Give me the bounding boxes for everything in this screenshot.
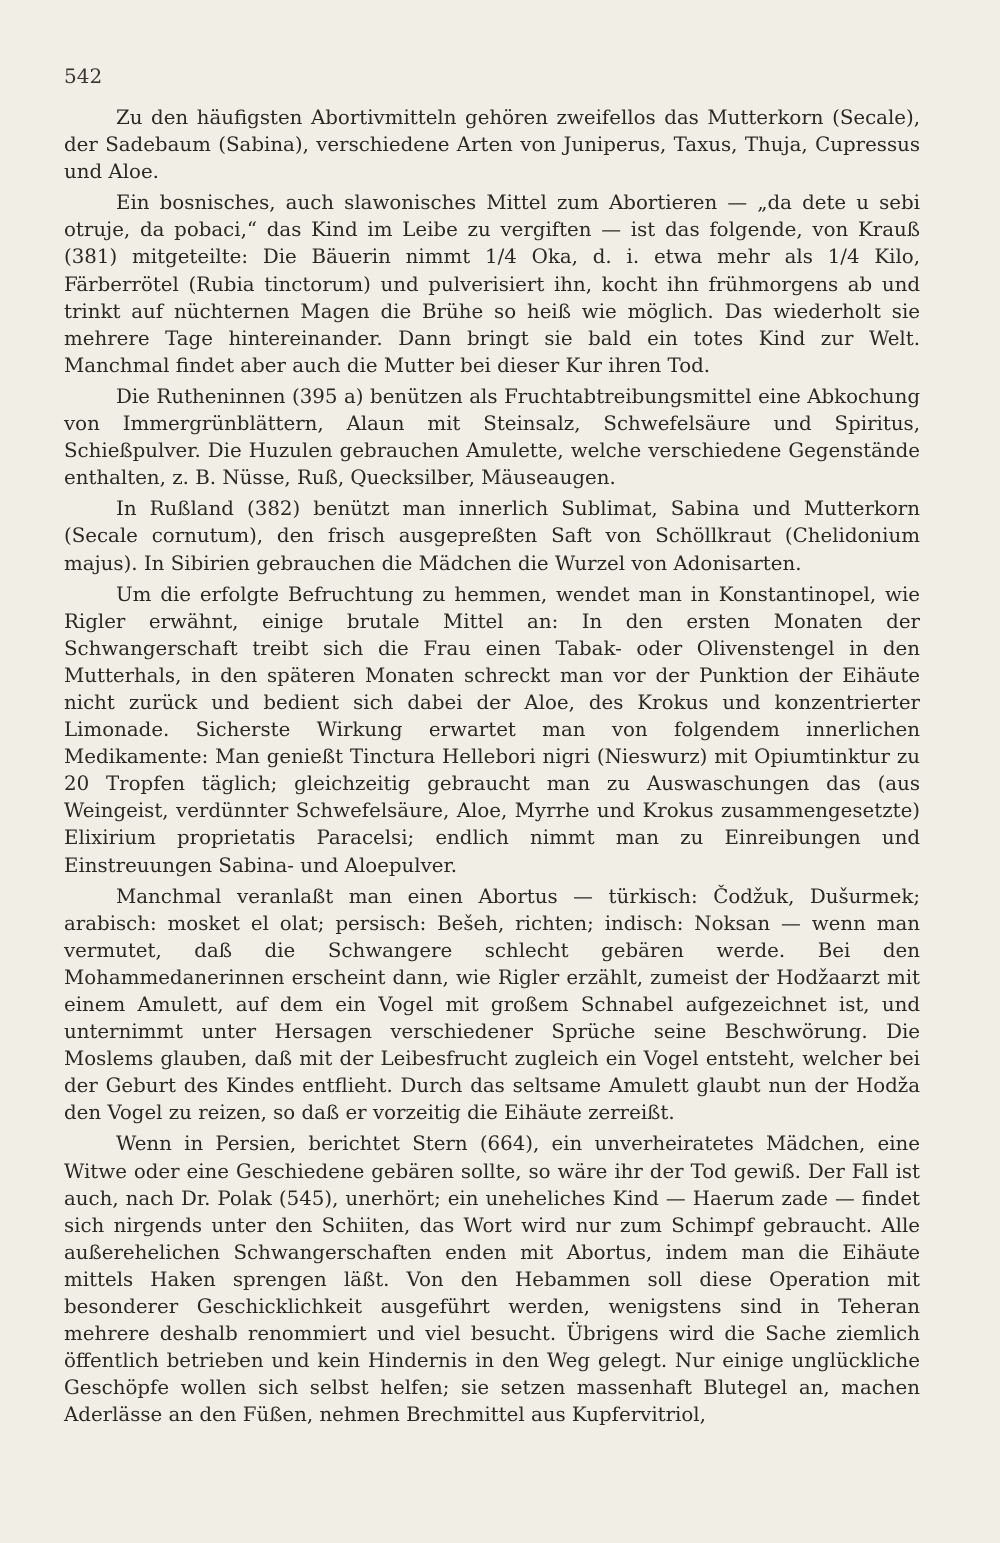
body-text xyxy=(64,104,920,1429)
paragraph: Wenn in Persien, berichtet Stern (664), ein unverheiratetes Mädchen, eine Witwe oder eine Geschiedene gebären sollte, so wäre ihr der Tod gewiß. Der Fall ist auch, nach Dr. Polak (545), unerhört; ein uneheliches Kind — Haerum zade — findet sich nirgends unter den Schiiten, das Wort wird nur zum Schimpf gebraucht. Alle außerehelichen Schwangerschaften enden mit Abortus, indem man die Eihäute mittels Haken sprengen läßt. Von den Hebammen soll diese Operation mit besonderer Geschicklichkeit ausgeführt werden, wenigstens sind in Teheran mehrere deshalb renommiert und viel besucht. Übrigens wird die Sache ziemlich öffentlich betrieben und kein Hindernis in den Weg gelegt. Nur einige unglückliche Geschöpfe wollen sich selbst helfen; sie setzen massenhaft Blutegel an, machen Aderlässe an den Füßen, nehmen Brechmittel aus Kupfervitriol, xyxy=(64,1132,920,1427)
paragraph: In Rußland (382) benützt man innerlich Sublimat, Sabina und Mutterkorn (Secale cornutum), den frisch ausgepreßten Saft von Schöllkraut (Chelidonium majus). In Sibirien gebrauchen die Mädchen die Wurzel von Adonisarten. xyxy=(64,497,920,575)
paragraph: Die Rutheninnen (395 a) benützen als Fruchtabtreibungsmittel eine Abkochung von Immergrünblättern, Alaun mit Steinsalz, Schwefelsäure und Spiritus, Schießpulver. Die Huzulen gebrauchen Amulette, welche verschiedene Gegenstände enthalten, z. B. Nüsse, Ruß, Quecksilber, Mäuseaugen. xyxy=(64,384,920,490)
paragraph: Manchmal veranlaßt man einen Abortus — türkisch: Čodžuk, Dušurmek; arabisch: mosket el olat; persisch: Bešeh, richten; indisch: Noksan — wenn man vermutet, daß die Schwangere schlecht gebären werde. Bei den Mohammedanerinnen erscheint dann, wie Rigler erzählt, zumeist der Hodžaarzt mit einem Amulett, auf dem ein Vogel mit großem Schnabel aufgezeichnet ist, und unternimmt unter Hersagen verschiedener Sprüche seine Beschwörung. Die Moslems glauben, daß mit der Leibesfrucht zugleich ein Vogel entsteht, welcher bei der Geburt des Kindes entflieht. Durch das seltsame Amulett glaubt nun der Hodža den Vogel zu reizen, so daß er vorzeitig die Eihäute zerreißt. xyxy=(64,884,920,1125)
paragraph: Ein bosnisches, auch slawonisches Mittel zum Abortieren — „da dete u sebi otruje, da pobaci,“ das Kind im Leibe zu vergiften — ist das folgende, von Krauß (381) mitgeteilte: Die Bäuerin nimmt 1/4 Oka, d. i. etwa mehr als 1/4 Kilo, Färberrötel (Rubia tinctorum) und pulverisiert ihn, kocht ihn frühmorgens ab und trinkt auf nüchternen Magen die Brühe so heiß wie möglich. Das wiederholt sie mehrere Tage hintereinander. Dann bringt sie bald ein totes Kind zur Welt. Manchmal findet aber auch die Mutter bei dieser Kur ihren Tod. xyxy=(64,191,920,377)
paragraph: Um die erfolgte Befruchtung zu hemmen, wendet man in Konstantinopel, wie Rigler erwähnt, einige brutale Mittel an: In den ersten Monaten der Schwangerschaft treibt sich die Frau einen Tabak- oder Olivenstengel in den Mutterhals, in den späteren Monaten schreckt man vor der Punktion der Eihäute nicht zurück und bedient sich dabei der Aloe, des Krokus und konzentrierter Limonade. Sicherste Wirkung erwartet man von folgendem innerlichen Medikamente: Man genießt Tinctura Hellebori nigri (Nieswurz) mit Opiumtinktur zu 20 Tropfen täglich; gleichzeitig gebraucht man zu Auswaschungen das (aus Weingeist, verdünnter Schwefelsäure, Aloe, Myrrhe und Krokus zusammengesetzte) Elixirium proprietatis Paracelsi; endlich nimmt man zu Einreibungen und Einstreuungen Sabina- und Aloepulver. xyxy=(64,582,920,877)
paragraph: Zu den häufigsten Abortivmitteln gehören zweifellos das Mutterkorn (Secale), der Sadebaum (Sabina), verschiedene Arten von Juniperus, Taxus, Thuja, Cupressus und Aloe. xyxy=(64,106,920,184)
page-number: 542 xyxy=(64,64,103,88)
